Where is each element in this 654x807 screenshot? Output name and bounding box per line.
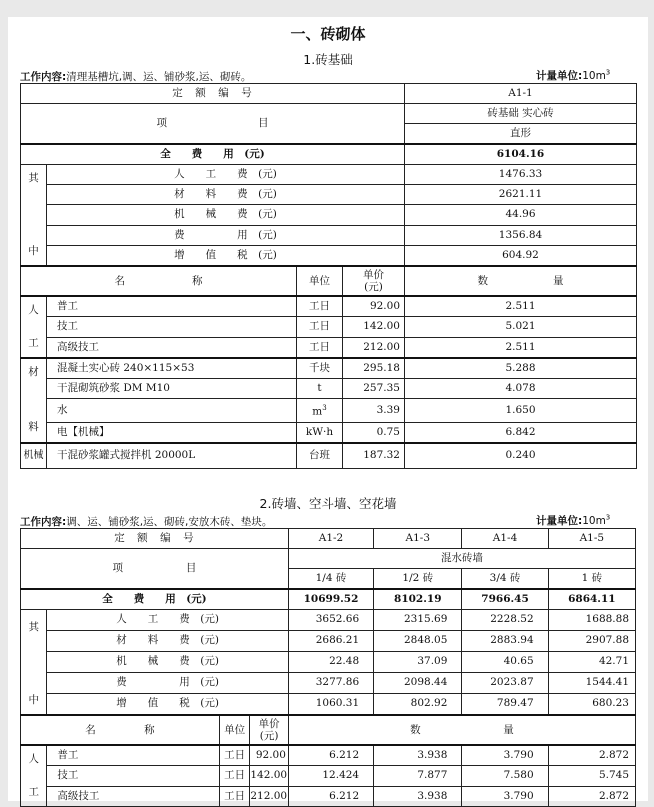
breakdown-value: 44.96 — [405, 205, 637, 225]
breakdown-value: 1356.84 — [405, 225, 637, 245]
item-label: 项 目 — [21, 549, 289, 590]
quota-code-label: 定 额 编 号 — [21, 84, 405, 104]
section2-title: 2.砖墙、空斗墙、空花墙 — [259, 496, 397, 511]
machine-group: 机械 — [21, 443, 47, 469]
resource-price: 142.00 — [343, 317, 405, 337]
section2-unit: 计量单位$:10m^3$ — [536, 513, 611, 527]
header-qty: 数 量 — [405, 266, 637, 296]
resource-name: 技工 — [47, 766, 220, 786]
resource-name: 水 — [47, 399, 297, 423]
resource-qty: 7.580 — [462, 766, 548, 786]
total-value: 8102.19 — [374, 589, 462, 610]
header-price: 单价 (元) — [250, 715, 289, 745]
breakdown-label: 费 用 (元) — [47, 672, 289, 693]
resource-unit: 台班 — [297, 443, 343, 469]
total-value: 7966.45 — [462, 589, 548, 610]
breakdown-label: 费 用 (元) — [47, 225, 405, 245]
section1-title: 1.砖基础 — [303, 52, 353, 67]
resource-qty: 5.021 — [405, 317, 637, 337]
resource-qty: 4.078 — [405, 379, 637, 399]
resource-qty: 6.212 — [288, 786, 373, 806]
section1-unit: 计量单位$:10m^3$ — [536, 68, 611, 82]
breakdown-value: 2883.94 — [462, 630, 548, 651]
thickness: 1/2 砖 — [374, 569, 462, 590]
section1-table — [20, 83, 637, 469]
breakdown-value: 37.09 — [374, 651, 462, 672]
quota-code: A1-2 — [288, 529, 373, 549]
resource-qty: 2.511 — [405, 296, 637, 317]
resource-price: 142.00 — [250, 766, 289, 786]
breakdown-value: 604.92 — [405, 245, 637, 266]
resource-qty: 0.240 — [405, 443, 637, 469]
breakdown-value: 2621.11 — [405, 185, 637, 205]
header-qty: 数 量 — [288, 715, 635, 745]
breakdown-label: 增 值 税 (元) — [47, 245, 405, 266]
section1-work-content: 工作内容:清理基槽坑,调、运、铺砂浆,运、砌砖。 — [20, 71, 252, 83]
resource-price: 92.00 — [343, 296, 405, 317]
resource-name: 电【机械】 — [47, 422, 297, 443]
resource-name: 普工 — [47, 745, 220, 766]
quota-code: A1-4 — [462, 529, 548, 549]
material-group: 材 料 — [21, 358, 47, 443]
breakdown-value: 2315.69 — [374, 610, 462, 631]
resource-unit: t — [297, 379, 343, 399]
labor-group: 人 工 — [21, 745, 47, 807]
breakdown-label: 增 值 税 (元) — [47, 693, 289, 715]
resource-unit: 工日 — [297, 317, 343, 337]
breakdown-value: 1060.31 — [288, 693, 373, 715]
header-name: 名 称 — [21, 266, 297, 296]
resource-price: 212.00 — [343, 337, 405, 358]
breakdown-group: 其 中 — [21, 165, 47, 267]
thickness: 1 砖 — [548, 569, 635, 590]
thickness: 3/4 砖 — [462, 569, 548, 590]
breakdown-value: 2686.21 — [288, 630, 373, 651]
resource-qty: 5.288 — [405, 358, 637, 379]
breakdown-value: 1688.88 — [548, 610, 635, 631]
section2-work-content: 工作内容:调、运、铺砂浆,运、砌砖,安放木砖、垫块。 — [20, 516, 273, 528]
breakdown-value: 2907.88 — [548, 630, 635, 651]
breakdown-label: 人 工 费 (元) — [47, 610, 289, 631]
breakdown-value: 802.92 — [374, 693, 462, 715]
breakdown-label: 材 料 费 (元) — [47, 185, 405, 205]
breakdown-label: 机 械 费 (元) — [47, 651, 289, 672]
resource-price: 212.00 — [250, 786, 289, 806]
resource-qty: 6.212 — [288, 745, 373, 766]
item-group: 混水砖墙 — [288, 549, 635, 569]
total-value: 6104.16 — [405, 144, 637, 165]
breakdown-value: 680.23 — [548, 693, 635, 715]
resource-qty: 3.790 — [462, 745, 548, 766]
breakdown-value: 1476.33 — [405, 165, 637, 185]
resource-unit: kW·h — [297, 422, 343, 443]
breakdown-value: 2848.05 — [374, 630, 462, 651]
thickness: 1/4 砖 — [288, 569, 373, 590]
breakdown-group: 其 中 — [21, 610, 47, 716]
resource-qty: 2.872 — [548, 786, 635, 806]
resource-unit: 千块 — [297, 358, 343, 379]
quota-code: A1-3 — [374, 529, 462, 549]
resource-name: 干混砂浆罐式搅拌机 20000L — [47, 443, 297, 469]
resource-price: 295.18 — [343, 358, 405, 379]
resource-price: 0.75 — [343, 422, 405, 443]
resource-qty: 2.872 — [548, 745, 635, 766]
breakdown-value: 2098.44 — [374, 672, 462, 693]
resource-name: 高级技工 — [47, 337, 297, 358]
resource-unit: 工日 — [219, 766, 249, 786]
resource-qty: 1.650 — [405, 399, 637, 423]
resource-qty: 5.745 — [548, 766, 635, 786]
resource-name: 技工 — [47, 317, 297, 337]
header-name: 名 称 — [21, 715, 220, 745]
quota-code: A1-1 — [405, 84, 637, 104]
breakdown-value: 2228.52 — [462, 610, 548, 631]
header-unit: 单位 — [219, 715, 249, 745]
breakdown-value: 3652.66 — [288, 610, 373, 631]
resource-qty: 3.790 — [462, 786, 548, 806]
breakdown-value: 40.65 — [462, 651, 548, 672]
total-label: 全 费 用 (元) — [21, 144, 405, 165]
quota-code: A1-5 — [548, 529, 635, 549]
resource-name: 高级技工 — [47, 786, 220, 806]
breakdown-label: 机 械 费 (元) — [47, 205, 405, 225]
resource-unit: $m^3$ — [297, 399, 343, 423]
breakdown-label: 人 工 费 (元) — [47, 165, 405, 185]
resource-qty: 7.877 — [374, 766, 462, 786]
quota-code-label: 定 额 编 号 — [21, 529, 289, 549]
breakdown-label: 材 料 费 (元) — [47, 630, 289, 651]
breakdown-value: 2023.87 — [462, 672, 548, 693]
breakdown-value: 789.47 — [462, 693, 548, 715]
resource-price: 3.39 — [343, 399, 405, 423]
resource-name: 干混砌筑砂浆 DM M10 — [47, 379, 297, 399]
resource-price: 187.32 — [343, 443, 405, 469]
breakdown-value: 3277.86 — [288, 672, 373, 693]
labor-group: 人 工 — [21, 296, 47, 358]
resource-qty: 2.511 — [405, 337, 637, 358]
breakdown-value: 22.48 — [288, 651, 373, 672]
resource-qty: 6.842 — [405, 422, 637, 443]
resource-qty: 12.424 — [288, 766, 373, 786]
item-sub: 直形 — [405, 124, 637, 145]
total-value: 10699.52 — [288, 589, 373, 610]
item-name: 砖基础 实心砖 — [405, 104, 637, 124]
total-value: 6864.11 — [548, 589, 635, 610]
chapter-title: 一、砖砌体 — [290, 25, 366, 43]
header-price: 单价 (元) — [343, 266, 405, 296]
resource-unit: 工日 — [297, 337, 343, 358]
document-page — [8, 17, 648, 801]
resource-price: 257.35 — [343, 379, 405, 399]
resource-unit: 工日 — [297, 296, 343, 317]
section2-table — [20, 528, 636, 807]
breakdown-value: 42.71 — [548, 651, 635, 672]
resource-name: 混凝土实心砖 240×115×53 — [47, 358, 297, 379]
resource-qty: 3.938 — [374, 786, 462, 806]
total-label: 全 费 用 (元) — [21, 589, 289, 610]
resource-price: 92.00 — [250, 745, 289, 766]
resource-qty: 3.938 — [374, 745, 462, 766]
header-unit: 单位 — [297, 266, 343, 296]
resource-unit: 工日 — [219, 786, 249, 806]
item-label: 项 目 — [21, 104, 405, 145]
resource-name: 普工 — [47, 296, 297, 317]
resource-unit: 工日 — [219, 745, 249, 766]
breakdown-value: 1544.41 — [548, 672, 635, 693]
